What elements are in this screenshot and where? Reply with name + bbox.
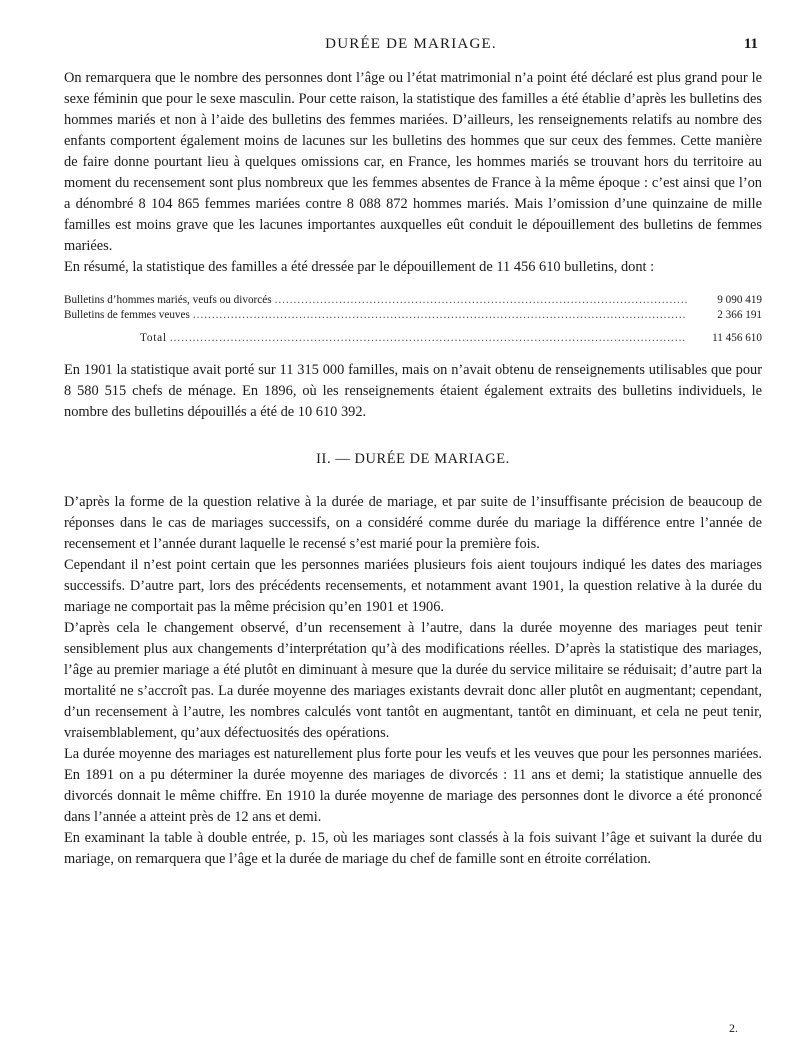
- table-row-value: 9 090 419: [717, 294, 762, 306]
- leader-dots: [275, 293, 687, 308]
- paragraph-interpretation-changes: D’après cela le changement observé, d’un recensement à l’autre, dans la durée moyenne des mariages peut tenir sensiblement plus aux changements d’interprétation qu’à des modifications réelles. D’après la statistique des mariages, l’âge au premier mariage a été plutôt en diminuant à mesure que la durée du service militaire se réduisait; d’autre part la mortalité ne s’accroît pas. La durée moyenne des mariages existants devrait donc aller plutôt en augmentant; cependant, d’un recensement à l’autre, les nombres calculés vont tantôt en augmentant, tantôt en diminuant, et cela ne peut tenir, vraisemblablement, qu’aux défectuosités des opérations.: [64, 620, 762, 741]
- leader-dots: [170, 331, 687, 346]
- paragraph-family-statistics: On remarquera que le nombre des personnes dont l’âge ou l’état matrimonial n’a point été déclaré est plus grand pour le sexe féminin que pour le sexe masculin. Pour cette raison, la statistique des familles a été établie d’après les bulletins des hommes mariés et non à l’aide des bulletins des femmes mariées. D’ailleurs, les renseignements relatifs au nombre des enfants comportent également moins de lacunes sur les bulletins des hommes que sur ceux des femmes. Cette manière de faire donne pourtant lieu à quelques omissions car, en France, les hommes mariés se trouvant hors du territoire au moment du recensement sont plus nombreux que les femmes absentes de France à la même époque : c’est ainsi que l’on a dénombré 8 104 865 femmes mariées contre 8 088 872 hommes mariés. Mais l’omission d’une quinzaine de mille familles est moins grave que les lacunes importantes auxquelles eût conduit le dépouillement des bulletins de femmes mariées.: [64, 70, 762, 254]
- paragraph-successive-marriages: Cependant il n’est point certain que les personnes mariées plusieurs fois aient toujours indiqué les dates des mariages successifs. D’autre part, lors des précédents recensements, et notamment avant 1901, la question relative à la durée du mariage ne comportait pas la même précision qu’en 1901 et 1906.: [64, 557, 762, 615]
- table-row-value: 2 366 191: [717, 309, 762, 321]
- leader-dots: [193, 308, 687, 323]
- table-row-label: Bulletins d’hommes mariés, veufs ou divorcés: [64, 294, 272, 306]
- table-row-label: Bulletins de femmes veuves: [64, 309, 190, 321]
- table-row: [64, 293, 762, 308]
- body-text: [64, 68, 762, 870]
- paragraph-1901-statistics: En 1901 la statistique avait porté sur 11 315 000 familles, mais on n’avait obtenu de renseignements utilisables que pour 8 580 515 chefs de ménage. En 1896, où les renseignements étaient également extraits des bulletins individuels, le nombre des bulletins dépouillés a été de 10 610 392.: [64, 362, 762, 420]
- paragraph-widows-divorced: La durée moyenne des mariages est naturellement plus forte pour les veufs et les veuves que pour les personnes mariées. En 1891 on a pu déterminer la durée moyenne des mariages de divorcés : 11 ans et demi; la statistique annuelle des divorcés donnait le même chiffre. En 1910 la durée moyenne de mariage des personnes dont le divorce a été prononcé dans l’année a atteint près de 12 ans et demi.: [64, 746, 762, 825]
- running-header: [64, 36, 758, 56]
- table-total-value: 11 456 610: [712, 332, 762, 344]
- signature-mark: 2.: [729, 1021, 738, 1035]
- section-title: II. — DURÉE DE MARIAGE.: [316, 451, 510, 467]
- bulletins-table: [64, 293, 762, 346]
- table-total-label: Total: [140, 332, 167, 344]
- page-number: 11: [743, 36, 758, 52]
- table-row: [64, 308, 762, 323]
- table-total-row: [64, 331, 762, 346]
- paragraph-question-form: D’après la forme de la question relative à la durée de mariage, et par suite de l’insuffisante précision de beaucoup de réponses dans le cas de mariages successifs, on a considéré comme durée du mariage la différence entre l’année de recensement et l’année durant laquelle le recensé s’est marié pour la première fois.: [64, 494, 762, 552]
- running-title: DURÉE DE MARIAGE.: [325, 36, 497, 52]
- paragraph-double-entry-table: En examinant la table à double entrée, p. 15, où les mariages sont classés à la fois suivant l’âge et suivant la durée du mariage, on remarquera que l’âge et la durée de mariage du chef de famille sont en étroite corrélation.: [64, 830, 762, 867]
- paragraph-summary: En résumé, la statistique des familles a été dressée par le dépouillement de 11 456 610 bulletins, dont :: [64, 259, 655, 275]
